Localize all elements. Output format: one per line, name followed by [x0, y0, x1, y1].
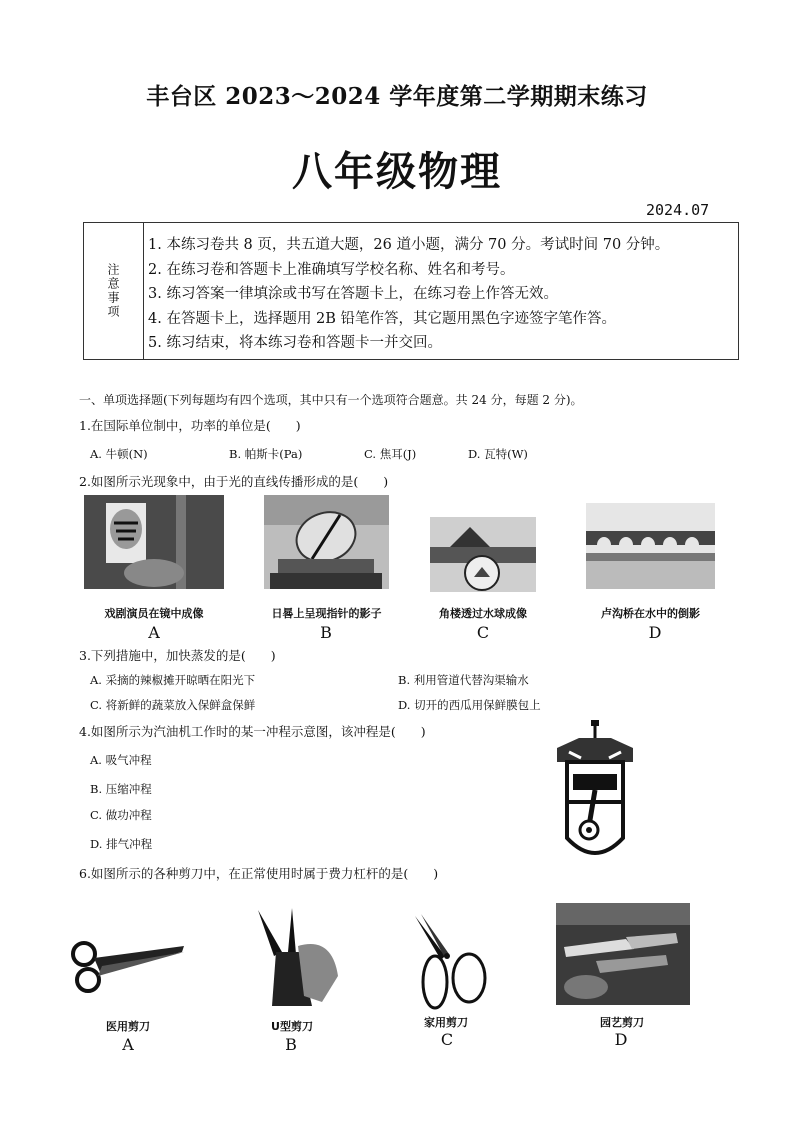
q2-stem: 2.如图所示光现象中，由于光的直线传播形成的是( ): [79, 474, 389, 489]
q6-image-c: [405, 912, 495, 1012]
notice-list: [148, 233, 732, 356]
q4-stem: 4.如图所示为汽油机工作时的某一冲程示意图，该冲程是( ): [79, 724, 426, 739]
notice-item: 3. 练习答案一律填涂或书写在答题卡上，在练习卷上作答无效。: [148, 286, 558, 302]
q2-caption-c: 角楼透过水球成像: [439, 607, 527, 620]
q4-option-a: A. 吸气冲程: [90, 753, 152, 767]
exam-title: 丰台区 2023～2024 学年度第二学期期末练习: [146, 83, 648, 110]
household-scissors-icon: [405, 912, 495, 1012]
q4-option-b: B. 压缩冲程: [90, 782, 152, 796]
q6-image-a: [66, 930, 188, 998]
q2-image-b: [264, 495, 389, 589]
q3-option-b: B. 利用管道代替沟渠输水: [398, 673, 529, 687]
q3-option-c: C. 将新鲜的蔬菜放入保鲜盒保鲜: [90, 698, 256, 712]
q6-letter-b: B: [285, 1035, 297, 1054]
q6-image-b: [252, 906, 344, 1010]
q6-image-d: [556, 903, 690, 1005]
q1-option-a: A. 牛顿(N): [90, 447, 148, 461]
q2-caption-d: 卢沟桥在水中的倒影: [601, 607, 700, 620]
section-heading: 一、单项选择题(下列每题均有四个选项，其中只有一个选项符合题意。共 24 分，每题 2 分)。: [79, 393, 583, 407]
notice-box: [83, 222, 739, 360]
q4-option-d: D. 排气冲程: [90, 837, 153, 851]
q3-option-d: D. 切开的西瓜用保鲜膜包上: [398, 698, 541, 712]
u-shaped-scissors-icon: [252, 906, 344, 1010]
q1-option-b: B. 帕斯卡(Pa): [229, 447, 303, 461]
q1-option-d: D. 瓦特(W): [468, 447, 528, 461]
q1-stem: 1.在国际单位制中，功率的单位是( ): [79, 418, 301, 433]
medical-scissors-icon: [66, 930, 188, 998]
q2-letter-b: B: [320, 623, 332, 642]
q4-option-c: C. 做功冲程: [90, 808, 152, 822]
sundial-image: [264, 495, 389, 589]
q6-caption-d: 园艺剪刀: [600, 1016, 644, 1029]
engine-cylinder-icon: [549, 718, 641, 862]
notice-label-cell: [84, 223, 144, 359]
q6-stem: 6.如图所示的各种剪刀中，在正常使用时属于费力杠杆的是( ): [79, 866, 439, 881]
lugou-bridge-reflection-image: [586, 503, 715, 589]
notice-item: 2. 在练习卷和答题卡上准确填写学校名称、姓名和考号。: [148, 261, 515, 278]
q2-letter-c: C: [476, 623, 490, 642]
q6-letter-d: D: [614, 1030, 628, 1049]
q1-option-c: C. 焦耳(J): [364, 447, 417, 461]
q2-image-d: [586, 503, 715, 589]
q6-letter-c: C: [440, 1030, 454, 1049]
q2-letter-a: A: [148, 623, 160, 642]
garden-shears-image: [556, 903, 690, 1005]
subject-title: 八年级物理: [292, 148, 502, 195]
q2-letter-d: D: [648, 623, 662, 642]
q6-letter-a: A: [122, 1035, 134, 1054]
q2-image-c: [430, 517, 536, 592]
q2-caption-b: 日晷上呈现指针的影子: [271, 607, 382, 620]
q3-option-a: A. 采摘的辣椒摊开晾晒在阳光下: [90, 673, 256, 687]
q2-image-a: [84, 495, 224, 589]
notice-item: 4. 在答题卡上，选择题用 2B 铅笔作答，其它题用黑色字迹签字笔作答。: [148, 310, 617, 327]
engine-stroke-diagram: [549, 718, 641, 862]
q3-stem: 3.下列措施中，加快蒸发的是( ): [79, 648, 276, 663]
q6-caption-c: 家用剪刀: [424, 1016, 468, 1029]
exam-date: 2024.07: [646, 201, 710, 219]
notice-label: 注意事项: [106, 263, 120, 319]
corner-tower-water-ball-image: [430, 517, 536, 592]
q6-caption-b: U型剪刀: [271, 1020, 313, 1033]
q2-caption-a: 戏剧演员在镜中成像: [104, 607, 204, 620]
opera-actor-mirror-image: [84, 495, 224, 589]
notice-item: 1. 本练习卷共 8 页，共五道大题，26 道小题，满分 70 分。考试时间 70 分钟。: [148, 237, 670, 253]
q6-caption-a: 医用剪刀: [106, 1020, 150, 1033]
notice-item: 5. 练习结束，将本练习卷和答题卡一并交回。: [148, 335, 442, 351]
